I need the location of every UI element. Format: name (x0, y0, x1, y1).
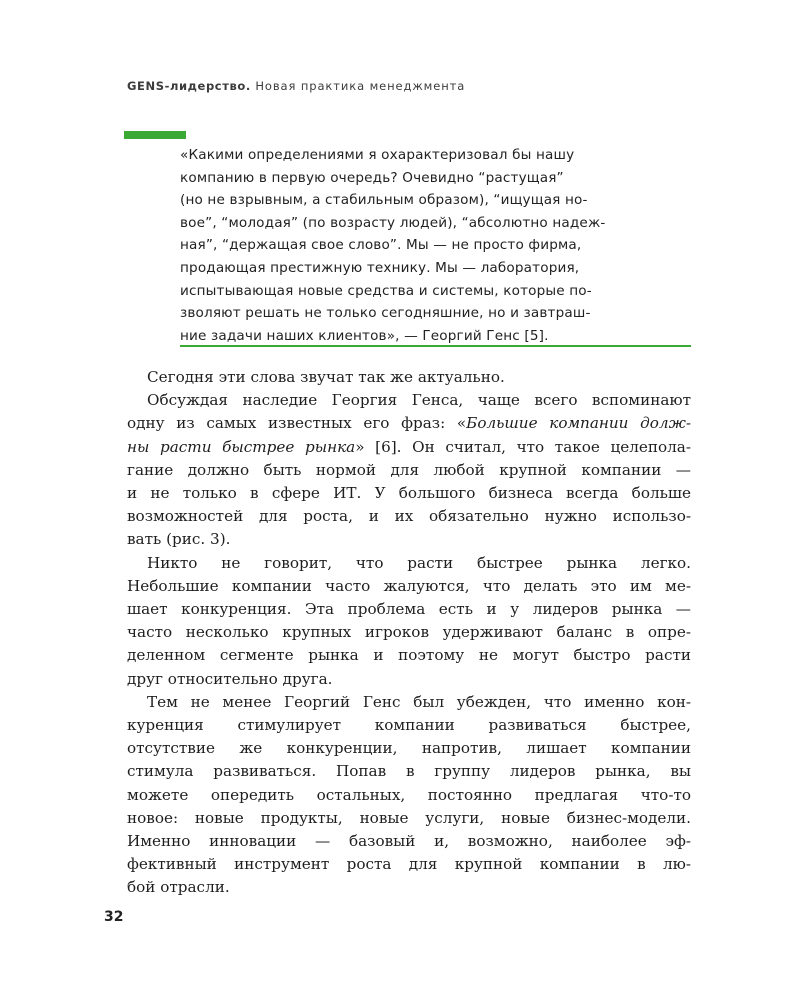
paragraph-2-text: одну из самых известных его фраз: « (127, 414, 467, 433)
quote-line: ние задачи наших клиентов», — Георгий Генс [5]. (180, 327, 549, 344)
paragraph-2-line (127, 412, 691, 435)
paragraph-4-line: куренция стимулирует компании развиваться быстрее, (127, 716, 691, 735)
running-header-subtitle: Новая практика менеджмента (255, 79, 466, 93)
quote-line: вое”, “молодая” (по возрасту людей), “абсолютно надеж- (180, 214, 606, 231)
running-header-brand: GENS-лидерство. (127, 79, 251, 93)
paragraph-4-line: фективный инструмент роста для крупной компании в лю- (127, 855, 691, 874)
paragraph-2-line: гание должно быть нормой для любой крупной компании — (127, 460, 691, 479)
paragraph-3-line: друг относительно друга. (127, 669, 333, 688)
italic-quote: Большие компании долж- (466, 414, 691, 433)
paragraph-1-line: Сегодня эти слова звучат так же актуально. (147, 368, 505, 386)
paragraph-2-line: вать (рис. 3). (127, 530, 231, 549)
quote-line: «Какими определениями я охарактеризовал бы нашу (180, 147, 575, 163)
paragraph-4-line: отсутствие же конкуренции, напротив, лишает компании (127, 739, 691, 758)
epigraph-quote (180, 144, 690, 347)
paragraph-2-line (127, 436, 691, 459)
page-number: 32 (104, 909, 124, 925)
quote-line: продающая престижную технику. Мы — лаборатория, (180, 259, 580, 276)
paragraph-3-line: Небольшие компании часто жалуются, что делать это им ме- (127, 576, 691, 595)
quote-line: компанию в первую очередь? Очевидно “растущая” (180, 169, 564, 186)
quote-line: (но не взрывным, а стабильным образом), “ищущая но- (180, 192, 588, 209)
paragraph-4-line: Тем не менее Георгий Генс был убежден, что именно кон- (147, 692, 691, 711)
paragraph-4-line: можете опередить остальных, постоянно предлагая что-то (127, 785, 691, 804)
paragraph-2-line: и не только в сфере ИТ. У большого бизнеса всегда больше (127, 484, 691, 503)
quote-bottom-rule (180, 345, 691, 347)
quote-line: зволяют решать не только сегодняшние, но и завтраш- (180, 305, 591, 322)
paragraph-4-line: бой отрасли. (127, 878, 230, 897)
paragraph-4-line: новое: новые продукты, новые услуги, новые бизнес-модели. (127, 808, 691, 827)
paragraph-3-line: деленном сегменте рынка и поэтому не могут быстро расти (127, 646, 691, 665)
quote-line: испытывающая новые средства и системы, которые по- (180, 282, 592, 299)
paragraph-3-line: часто несколько крупных игроков удерживают баланс в опре- (127, 623, 691, 642)
running-header (127, 79, 465, 93)
quote-accent-bar (124, 131, 186, 139)
paragraph-3-line: шает конкуренция. Эта проблема есть и у лидеров рынка — (127, 600, 691, 619)
paragraph-3-line: Никто не говорит, что расти быстрее рынка легко. (147, 553, 691, 572)
italic-quote: ны расти быстрее рынка (127, 437, 356, 456)
paragraph-4-line: Именно инновации — базовый и, возможно, наиболее эф- (127, 832, 691, 851)
body-text (127, 366, 691, 900)
paragraph-2-line: Обсуждая наследие Георгия Генса, чаще всего вспоминают (147, 391, 691, 410)
quote-line: ная”, “держащая свое слово”. Мы — не просто фирма, (180, 237, 582, 254)
paragraph-2-line: возможностей для роста, и их обязательно нужно использо- (127, 507, 691, 526)
paragraph-4-line: стимула развиваться. Попав в группу лидеров рынка, вы (127, 762, 691, 781)
paragraph-2-text: » [6]. Он считал, что такое целепола- (355, 437, 691, 456)
